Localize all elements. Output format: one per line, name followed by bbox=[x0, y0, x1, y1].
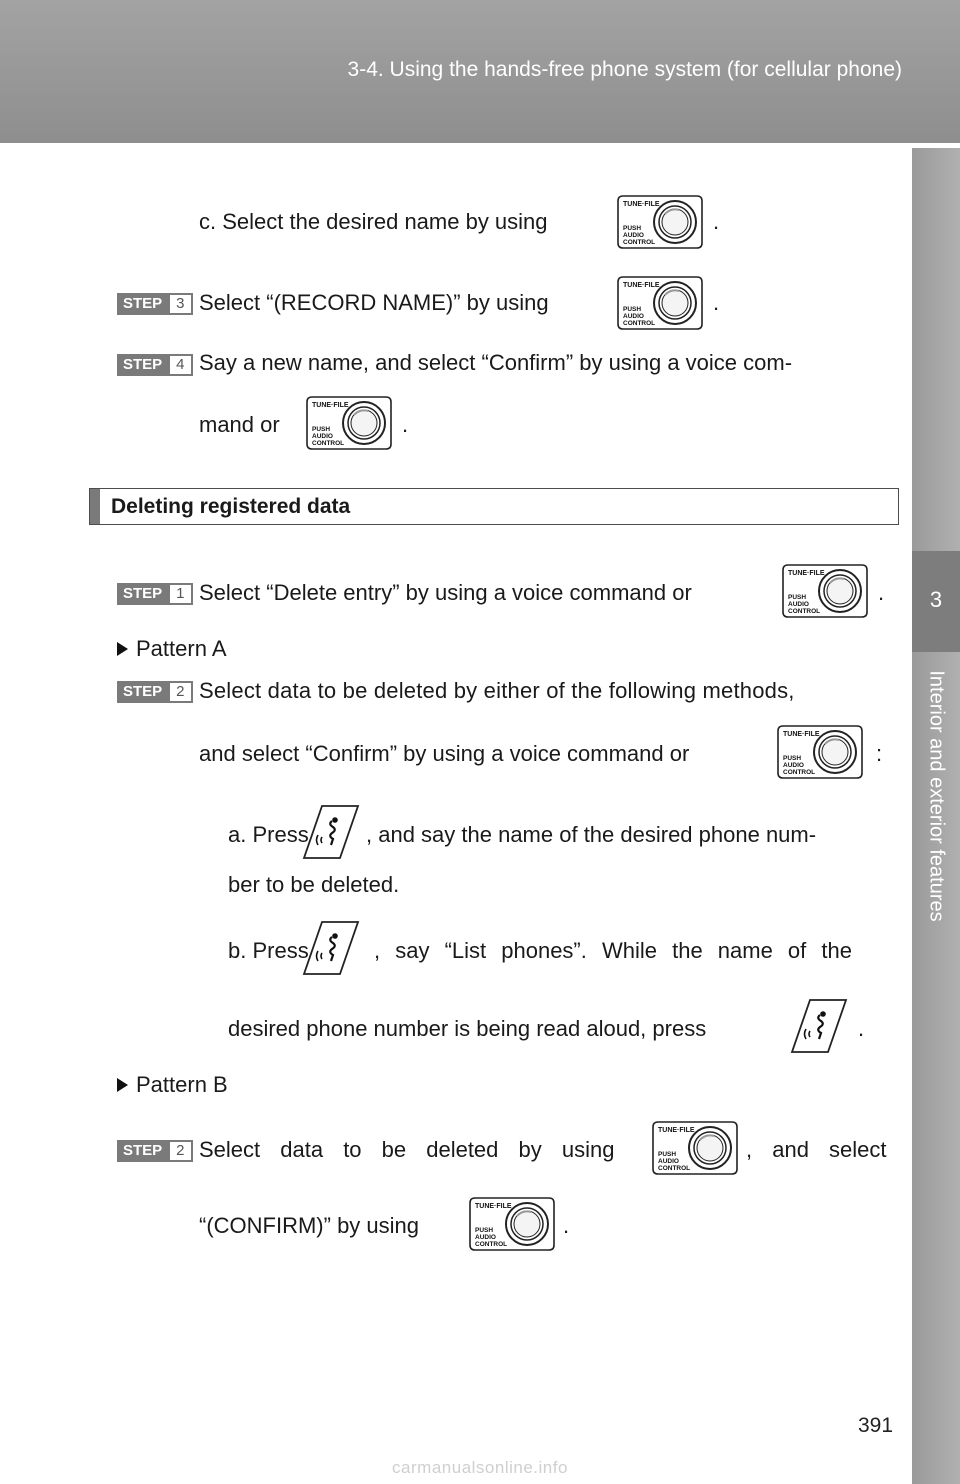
section-heading-bar bbox=[90, 489, 100, 524]
page-header bbox=[0, 0, 960, 143]
pattern-b-heading: Pattern B bbox=[117, 1070, 228, 1099]
arrow-right-icon bbox=[117, 642, 128, 656]
talk-switch-icon bbox=[790, 998, 848, 1054]
tune-file-knob-icon bbox=[777, 725, 863, 779]
watermark: carmanualsonline.info bbox=[392, 1458, 568, 1477]
talk-switch-icon bbox=[302, 804, 360, 860]
step-badge: STEP 2 bbox=[117, 1140, 193, 1162]
item-a-line1: a. Press , and say the name of the desired phone num- bbox=[228, 804, 893, 862]
page-number: 391 bbox=[858, 1414, 894, 1437]
side-tab-label: Interior and exterior features bbox=[925, 670, 948, 922]
tune-file-knob-icon bbox=[782, 564, 868, 618]
side-tab-number-box bbox=[912, 551, 960, 652]
delete-step1-line: Select “Delete entry” by using a voice command or . bbox=[199, 564, 899, 620]
step-badge: STEP 3 bbox=[117, 293, 193, 315]
tune-file-knob-icon bbox=[469, 1197, 555, 1251]
side-tab-number: 3 bbox=[929, 587, 943, 612]
item-b-line1: b. Press , say “List phones”. While the name of the bbox=[228, 920, 893, 978]
talk-switch-icon bbox=[302, 920, 360, 976]
tune-file-knob-icon bbox=[652, 1121, 738, 1175]
arrow-right-icon bbox=[117, 1078, 128, 1092]
pattern-a-step2-line1: Select data to be deleted by either of the following methods, bbox=[199, 678, 795, 703]
header-title: 3-4. Using the hands-free phone system (for cellular phone) bbox=[347, 58, 902, 81]
substep-c: c. Select the desired name by using . bbox=[199, 195, 719, 249]
pattern-b-step2-line1: Select data to be deleted by using , and select bbox=[199, 1121, 893, 1177]
pattern-a-step2-line2: and select “Confirm” by using a voice command or : bbox=[199, 725, 889, 781]
step-badge: STEP 1 bbox=[117, 583, 193, 605]
step-badge: STEP 2 bbox=[117, 681, 193, 703]
step-badge: STEP 4 bbox=[117, 354, 193, 376]
tune-file-knob-icon bbox=[617, 276, 703, 330]
section-heading bbox=[89, 488, 899, 525]
section-title: Deleting registered data bbox=[111, 495, 351, 518]
pattern-b-step2-line2: “(CONFIRM)” by using . bbox=[199, 1197, 599, 1253]
tune-file-knob-icon bbox=[306, 396, 392, 450]
item-b-line2: desired phone number is being read aloud, press . bbox=[228, 998, 868, 1056]
step3-line: Select “(RECORD NAME)” by using . bbox=[199, 276, 719, 330]
step4-line1: Say a new name, and select “Confirm” by using a voice com- bbox=[199, 350, 793, 375]
step4-line2: mand or . bbox=[199, 396, 429, 450]
substep-c-text: c. Select the desired name by using bbox=[199, 209, 548, 234]
tune-file-knob-icon bbox=[617, 195, 703, 249]
pattern-a-heading: Pattern A bbox=[117, 634, 227, 663]
item-a-line2: ber to be deleted. bbox=[228, 872, 400, 897]
